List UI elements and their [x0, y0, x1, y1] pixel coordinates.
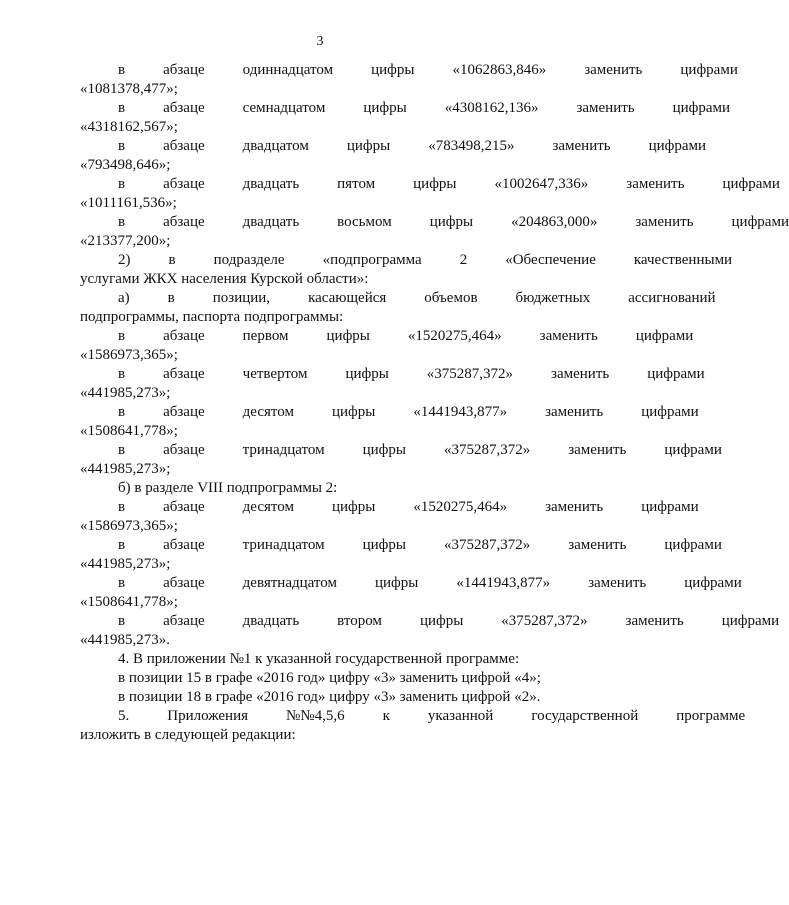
paragraph [80, 650, 571, 669]
word: качественными [633, 252, 733, 268]
paragraph-continuation: «441985,273»; [80, 461, 171, 477]
word: цифрами [664, 442, 722, 458]
word: цифры [362, 537, 406, 553]
word: «подпрограмма [322, 252, 422, 268]
word: втором [337, 613, 382, 629]
paragraph [80, 61, 738, 99]
document-body [80, 61, 789, 745]
paragraph-continuation: «441985,273»; [80, 385, 171, 401]
word: цифры [346, 138, 391, 154]
word: цифры [374, 575, 419, 591]
word: «1520275,464» [413, 499, 508, 515]
word: подразделе [213, 252, 285, 268]
word: заменить [576, 100, 635, 116]
paragraph-first-line [80, 441, 722, 460]
word: «1062863,846» [452, 62, 547, 78]
paragraph-first-line [80, 536, 722, 555]
word: цифры [419, 613, 464, 629]
paragraph-continuation: «441985,273». [80, 632, 170, 648]
word: заменить [552, 138, 611, 154]
word: цифрами [672, 100, 731, 116]
word: цифрами [721, 613, 780, 629]
paragraph-first-line [80, 498, 699, 517]
word: 2) [118, 252, 131, 268]
paragraph [80, 365, 705, 403]
paragraph [80, 574, 742, 612]
page-number: 3 [316, 34, 324, 49]
word: цифры [413, 176, 457, 192]
word: цифры [371, 62, 415, 78]
paragraph-continuation: «1586973,365»; [80, 347, 178, 363]
word: заменить [584, 62, 643, 78]
paragraph-first-line [80, 175, 780, 194]
word: заменить [539, 328, 598, 344]
word: четвертом [242, 366, 308, 382]
word: цифры [362, 442, 406, 458]
word: заменить [568, 442, 627, 458]
word: двадцатом [242, 138, 309, 154]
paragraph-continuation: «441985,273»; [80, 556, 171, 572]
word: семнадцатом [242, 100, 326, 116]
word: заменить [551, 366, 610, 382]
word: абзаце [163, 100, 205, 116]
paragraph [80, 289, 716, 327]
word: «375287,372» [501, 613, 588, 629]
paragraph [80, 137, 707, 175]
word: «375287,372» [443, 537, 531, 553]
word: абзаце [163, 575, 205, 591]
word: бюджетных [515, 290, 591, 306]
word: а) [118, 290, 130, 306]
word: двадцать [242, 613, 300, 629]
paragraph [80, 441, 722, 479]
word: в [118, 442, 126, 458]
paragraph [80, 498, 699, 536]
word: абзаце [163, 62, 205, 78]
word: абзаце [163, 138, 205, 154]
paragraph-first-line [80, 403, 699, 422]
paragraph [80, 688, 571, 707]
word: «Обеспечение [505, 252, 596, 268]
paragraph-first-line [80, 612, 780, 631]
paragraph-line: 4. В приложении №1 к указанной государственной программе: [118, 651, 520, 667]
word: восьмом [337, 214, 392, 230]
paragraph [80, 251, 733, 289]
word: заменить [626, 176, 685, 192]
paragraph-continuation: «1508641,778»; [80, 594, 178, 610]
paragraph [80, 403, 699, 441]
word: цифры [345, 366, 389, 382]
word: ассигнований [628, 290, 716, 306]
word: в [118, 366, 126, 382]
word: цифры [429, 214, 474, 230]
word: цифрами [641, 404, 699, 420]
paragraph-continuation: «1011161,536»; [80, 195, 177, 211]
paragraph [80, 479, 571, 498]
paragraph-first-line [80, 327, 694, 346]
word: к [382, 708, 390, 724]
paragraph-continuation: подпрограммы, паспорта подпрограммы: [80, 309, 344, 325]
word: в [118, 328, 126, 344]
word: десятом [242, 404, 294, 420]
paragraph-first-line [80, 707, 746, 726]
paragraph-continuation: услугами ЖКХ населения Курской области»: [80, 271, 369, 287]
paragraph-first-line [80, 574, 742, 593]
word: тринадцатом [242, 537, 325, 553]
word: в [118, 214, 126, 230]
word: абзаце [163, 176, 205, 192]
word: заменить [635, 214, 694, 230]
word: в [118, 138, 126, 154]
word: цифрами [635, 328, 694, 344]
word: в [167, 290, 175, 306]
paragraph-first-line [80, 137, 707, 156]
paragraph-continuation: «4318162,567»; [80, 119, 178, 135]
word: в [118, 176, 126, 192]
paragraph-continuation: «1586973,365»; [80, 518, 178, 534]
word: в [168, 252, 176, 268]
word: «375287,372» [426, 366, 514, 382]
word: позиции, [212, 290, 271, 306]
paragraph-continuation: «1508641,778»; [80, 423, 178, 439]
paragraph-continuation: «793498,646»; [80, 157, 171, 173]
paragraph-line: в позиции 18 в графе «2016 год» цифру «3» заменить цифрой «2». [118, 689, 541, 705]
word: двадцать [242, 214, 300, 230]
word: «204863,000» [511, 214, 598, 230]
paragraph-first-line [80, 61, 738, 80]
word: двадцать [242, 176, 300, 192]
word: тринадцатом [242, 442, 325, 458]
word: цифрами [647, 366, 705, 382]
word: цифры [363, 100, 407, 116]
word: заменить [568, 537, 627, 553]
word: №№4,5,6 [286, 708, 345, 724]
paragraph [80, 99, 731, 137]
word: в [118, 499, 126, 515]
word: объемов [424, 290, 478, 306]
word: цифры [326, 328, 370, 344]
word: цифры [331, 499, 376, 515]
paragraph-line: в позиции 15 в графе «2016 год» цифру «3» заменить цифрой «4»; [118, 670, 541, 686]
paragraph [80, 707, 746, 745]
paragraph-first-line [80, 251, 733, 270]
word: «1520275,464» [407, 328, 502, 344]
paragraph-continuation: изложить в следующей редакции: [80, 727, 296, 743]
word: цифры [331, 404, 376, 420]
word: «1002647,336» [494, 176, 589, 192]
paragraph-first-line [80, 213, 789, 232]
paragraph-first-line [80, 289, 716, 308]
word: абзаце [163, 366, 205, 382]
word: указанной [427, 708, 494, 724]
word: цифрами [664, 537, 722, 553]
word: цифрами [641, 499, 699, 515]
word: абзаце [163, 537, 205, 553]
word: абзаце [163, 442, 205, 458]
word: цифрами [648, 138, 707, 154]
word: пятом [337, 176, 376, 192]
paragraph [80, 213, 789, 251]
word: абзаце [163, 613, 205, 629]
paragraph [80, 536, 722, 574]
word: в [118, 537, 126, 553]
word: «783498,215» [428, 138, 515, 154]
word: «4308162,136» [444, 100, 539, 116]
word: цифрами [684, 575, 742, 591]
word: «375287,372» [443, 442, 531, 458]
word: в [118, 575, 126, 591]
word: цифрами [680, 62, 738, 78]
word: абзаце [163, 404, 205, 420]
word: 5. [118, 708, 130, 724]
paragraph-first-line [80, 99, 731, 118]
word: касающейся [308, 290, 387, 306]
word: «1441943,877» [413, 404, 508, 420]
word: 2 [459, 252, 468, 268]
paragraph [80, 669, 571, 688]
word: абзаце [163, 328, 205, 344]
word: программе [676, 708, 746, 724]
word: в [118, 404, 126, 420]
word: «1441943,877» [456, 575, 551, 591]
paragraph-line: б) в разделе VIII подпрограммы 2: [118, 480, 338, 496]
paragraph-continuation: «213377,200»; [80, 233, 171, 249]
word: заменить [588, 575, 647, 591]
word: первом [242, 328, 289, 344]
paragraph-continuation: «1081378,477»; [80, 81, 178, 97]
word: Приложения [167, 708, 248, 724]
word: абзаце [163, 214, 205, 230]
word: девятнадцатом [242, 575, 337, 591]
word: в [118, 62, 126, 78]
word: государственной [531, 708, 639, 724]
word: десятом [242, 499, 294, 515]
word: одиннадцатом [242, 62, 334, 78]
paragraph [80, 327, 694, 365]
word: цифрами [722, 176, 780, 192]
word: заменить [625, 613, 684, 629]
word: в [118, 613, 126, 629]
paragraph-first-line [80, 365, 705, 384]
word: абзаце [163, 499, 205, 515]
paragraph [80, 175, 780, 213]
word: заменить [545, 499, 604, 515]
word: цифрами [731, 214, 789, 230]
word: в [118, 100, 126, 116]
word: заменить [545, 404, 604, 420]
paragraph [80, 612, 780, 650]
